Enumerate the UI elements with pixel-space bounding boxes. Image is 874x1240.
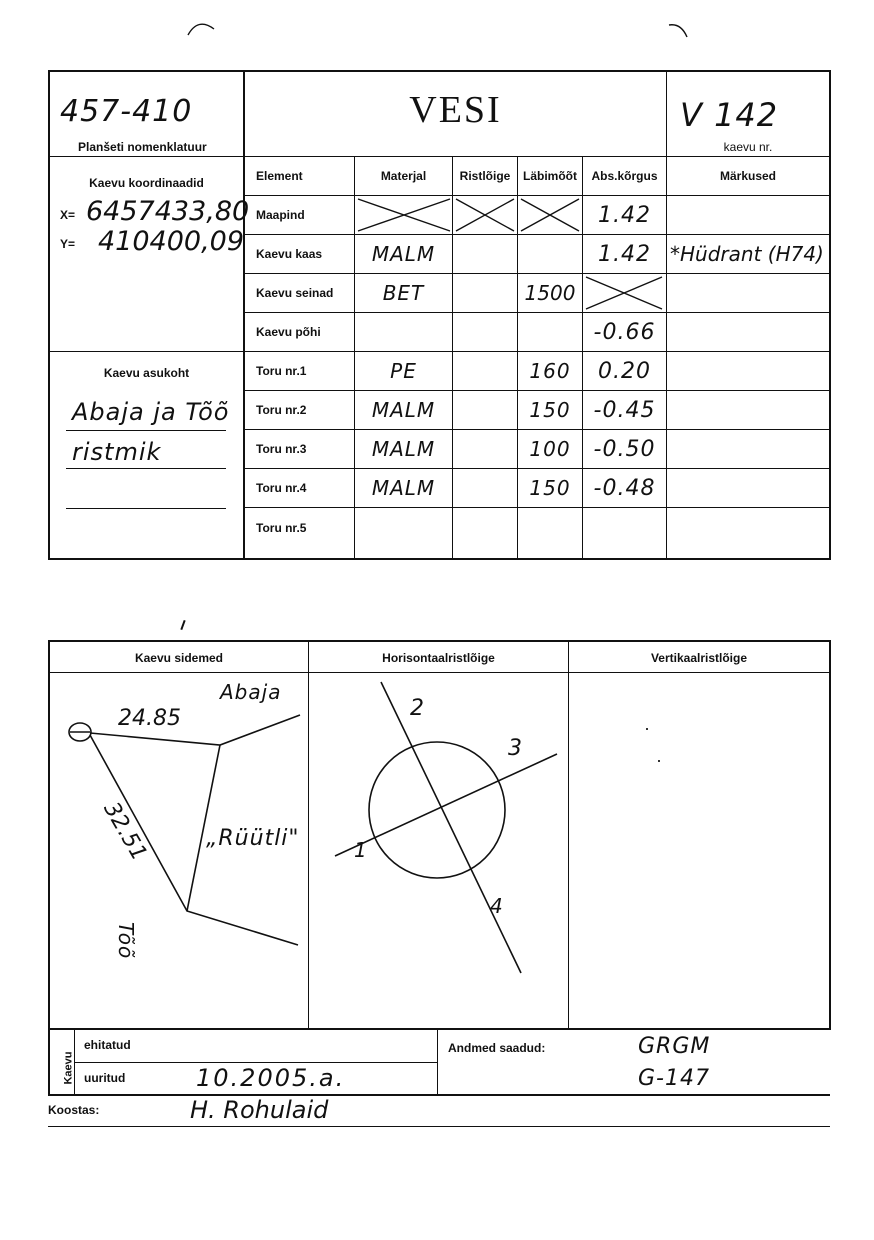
row-materjal: BET: [382, 281, 425, 305]
row-element: Toru nr.5: [256, 521, 307, 535]
location-label: Kaevu asukoht: [103, 366, 190, 380]
scan-dot: [658, 760, 660, 762]
row-materjal: MALM: [371, 437, 436, 461]
row-materjal: MALM: [371, 476, 436, 500]
row-abs: -0.66: [593, 319, 656, 345]
row-element: Toru nr.1: [256, 364, 307, 378]
uuritud-value: 10.2005.a.: [196, 1064, 346, 1092]
pipe-label-3: 3: [508, 736, 523, 761]
col-header-abs-korgus: Abs.kõrgus: [591, 169, 658, 183]
row-materjal: PE: [390, 359, 417, 383]
col-header-ristloige: Ristlõige: [459, 169, 511, 183]
crossed-out-cell-seinad-abs: [582, 273, 667, 313]
row-markused: *Hüdrant (H74): [670, 242, 824, 266]
location-line1: Abaja ja Tõõ: [72, 398, 230, 426]
sketch-col2-label: Horisontaalristlõige: [382, 651, 495, 665]
row-element: Toru nr.4: [256, 481, 307, 495]
coord-y-prefix: Y=: [60, 237, 76, 251]
horizontal-section-diagram: [309, 673, 568, 1028]
street-label-too: Tõõ: [114, 922, 138, 960]
row-element: Toru nr.2: [256, 403, 307, 417]
well-number: V 142: [680, 96, 779, 134]
pipe-label-2: 2: [410, 696, 425, 721]
row-element: Toru nr.3: [256, 442, 307, 456]
row-labimoot: 150: [529, 398, 571, 422]
koostas-label: Koostas:: [48, 1103, 100, 1117]
row-abs: -0.48: [593, 475, 656, 501]
row-labimoot: 100: [529, 437, 571, 461]
row-materjal: MALM: [371, 398, 436, 422]
document-title: VESI: [409, 89, 502, 131]
uuritud-label: uuritud: [84, 1071, 126, 1085]
row-abs: 1.42: [598, 241, 651, 267]
row-labimoot: 160: [529, 359, 571, 383]
andmed-value-2: G-147: [638, 1066, 710, 1091]
col-header-element: Element: [256, 169, 303, 183]
col-header-labimoot: Läbimõõt: [523, 169, 577, 183]
street-label-abaja: Abaja: [220, 680, 282, 704]
row-abs: -0.45: [593, 397, 656, 423]
well-number-label: kaevu nr.: [723, 140, 773, 154]
andmed-label: Andmed saadud:: [448, 1041, 546, 1055]
row-abs: -0.50: [593, 436, 656, 462]
coord-y-value: 410400,09: [98, 226, 245, 257]
row-element: Kaevu põhi: [256, 325, 321, 339]
sketch-col3-label: Vertikaalristlõige: [650, 651, 748, 665]
sketch-col1-label: Kaevu sidemed: [134, 651, 224, 665]
scan-dot: [646, 728, 648, 730]
row-element: Kaevu kaas: [256, 247, 323, 261]
coord-x-value: 6457433,80: [86, 196, 250, 227]
distance-label-1: 24.85: [118, 706, 181, 731]
row-abs: 0.20: [598, 358, 651, 384]
coord-x-prefix: X=: [60, 208, 76, 222]
street-label-ruutli: „Rüütli": [206, 826, 300, 851]
row-element: Maapind: [256, 208, 305, 222]
sheet-number-label: Planšeti nomenklatuur: [78, 140, 207, 154]
sheet-number: 457-410: [60, 94, 193, 129]
row-abs: 1.42: [598, 202, 651, 228]
col-header-materjal: Materjal: [380, 169, 427, 183]
stray-mark: [180, 620, 185, 630]
col-header-markused: Märkused: [719, 169, 777, 183]
kaevu-side-label: Kaevu: [62, 1051, 75, 1085]
ehitatud-label: ehitatud: [84, 1038, 131, 1052]
punch-hole-mark-right: [665, 15, 695, 45]
andmed-value-1: GRGM: [638, 1034, 711, 1059]
row-labimoot: 1500: [524, 281, 576, 305]
punch-hole-mark-left: [180, 15, 220, 45]
row-labimoot: 150: [529, 476, 571, 500]
row-materjal: MALM: [371, 242, 436, 266]
pipe-label-4: 4: [490, 894, 504, 918]
pipe-label-1: 1: [354, 838, 368, 862]
distance-label-2: 32.51: [98, 798, 152, 866]
koostas-value: H. Rohulaid: [190, 1096, 329, 1124]
row-element: Kaevu seinad: [256, 286, 334, 300]
location-line2: ristmik: [72, 438, 162, 466]
crossed-out-cells-maapind: [354, 195, 583, 235]
coords-label: Kaevu koordinaadid: [89, 176, 204, 190]
